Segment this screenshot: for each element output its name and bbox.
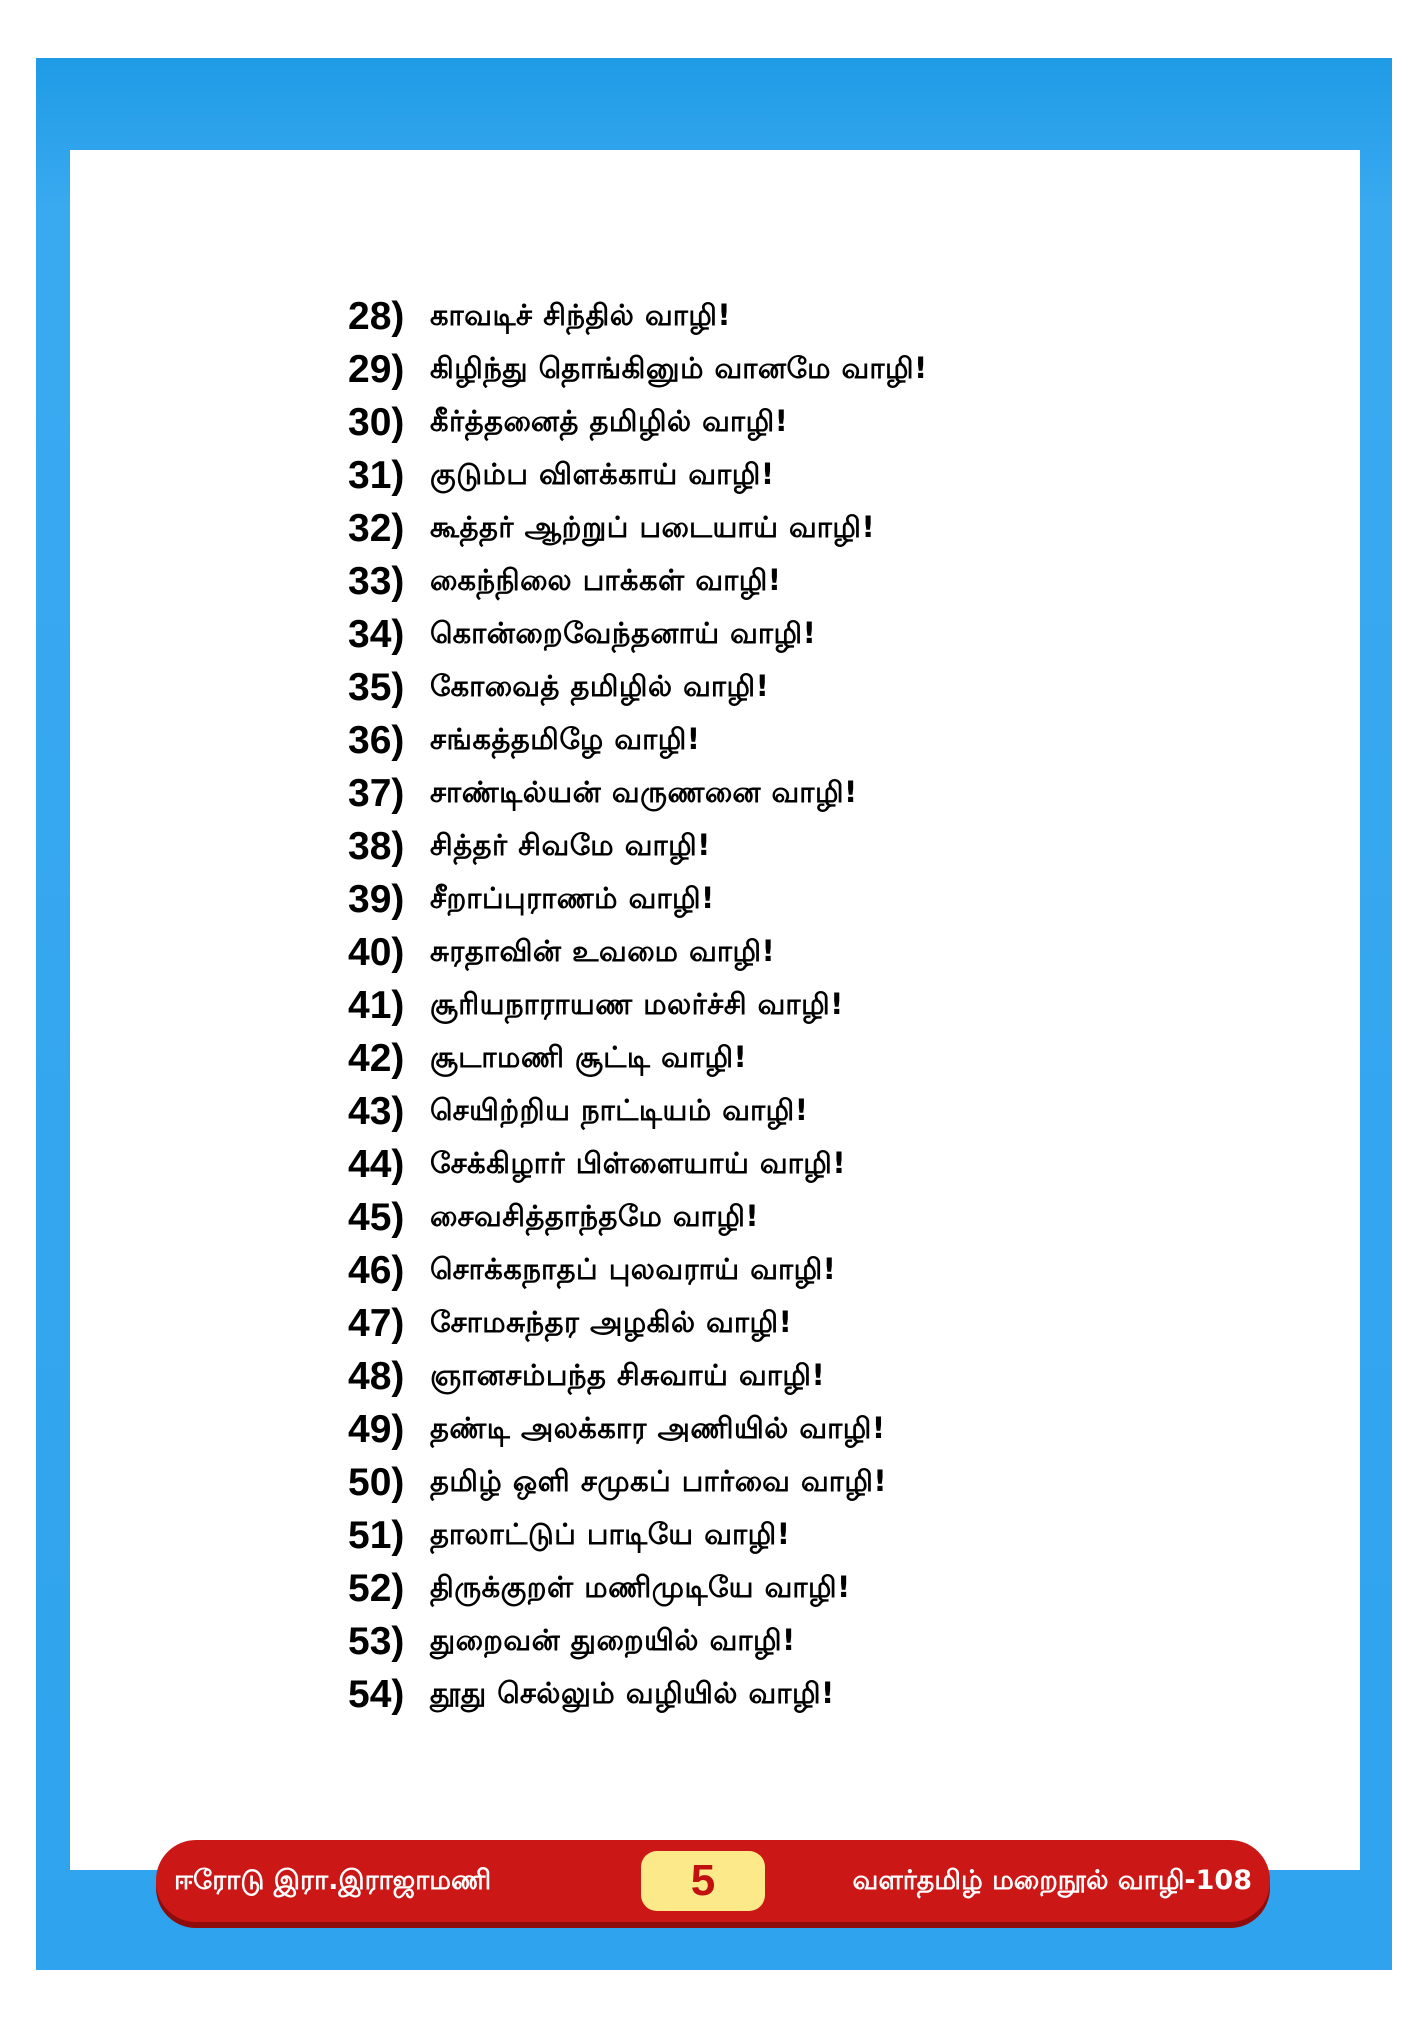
verse-line [348,1615,928,1668]
verse-text: சூரியநாராயண மலர்ச்சி வாழி! [430,986,844,1021]
verse-number: 33) [348,559,405,603]
verse-number: 42) [348,1036,405,1080]
verse-text: கிழிந்து தொங்கினும் வானமே வாழி! [430,350,928,385]
verse-text: சங்கத்தமிழே வாழி! [430,721,701,756]
verse-number: 36) [348,718,405,762]
verse-number: 39) [348,877,405,921]
verse-line [348,1244,928,1297]
verse-number: 45) [348,1195,405,1239]
verse-number: 41) [348,983,405,1027]
verse-text: சூடாமணி சூட்டி வாழி! [430,1039,748,1074]
verse-line [348,1297,928,1350]
verse-number: 40) [348,930,405,974]
book-title: வளர்தமிழ் மறைநூல் வாழி-108 [852,1865,1252,1896]
verse-line [348,820,928,873]
verse-text: தமிழ் ஒளி சமுகப் பார்வை வாழி! [430,1463,888,1498]
verse-line [348,555,928,608]
verse-number: 50) [348,1460,405,1504]
verse-line [348,608,928,661]
verse-text: தாலாட்டுப் பாடியே வாழி! [430,1516,791,1551]
verse-line [348,343,928,396]
verse-line [348,661,928,714]
verse-text: தூது செல்லும் வழியில் வாழி! [430,1675,835,1710]
verse-number: 31) [348,453,405,497]
verse-text: கோவைத் தமிழில் வாழி! [430,668,770,703]
verse-text: சைவசித்தாந்தமே வாழி! [430,1198,760,1233]
verse-line [348,1562,928,1615]
verse-number: 54) [348,1672,405,1716]
verse-text: சீறாப்புராணம் வாழி! [430,880,715,915]
verse-number: 38) [348,824,405,868]
verse-text: சுரதாவின் உவமை வாழி! [430,933,776,968]
verse-text: சோமசுந்தர அழகில் வாழி! [430,1304,793,1339]
verse-text: சித்தர் சிவமே வாழி! [430,827,711,862]
verse-list [348,290,928,1721]
verse-line [348,979,928,1032]
verse-text: கூத்தர் ஆற்றுப் படையாய் வாழி! [430,509,876,544]
verse-text: கீர்த்தனைத் தமிழில் வாழி! [430,403,789,438]
verse-text: காவடிச் சிந்தில் வாழி! [430,297,732,332]
verse-line [348,502,928,555]
verse-text: கைந்நிலை பாக்கள் வாழி! [430,562,782,597]
author-name: ஈரோடு இரா.இராஜாமணி [174,1865,492,1896]
verse-line [348,1032,928,1085]
verse-line [348,1403,928,1456]
verse-number: 35) [348,665,405,709]
verse-number: 37) [348,771,405,815]
footer-banner [156,1840,1270,1922]
verse-line [348,926,928,979]
verse-line [348,396,928,449]
verse-line [348,1456,928,1509]
verse-line [348,449,928,502]
verse-number: 46) [348,1248,405,1292]
verse-text: திருக்குறள் மணிமுடியே வாழி! [430,1569,851,1604]
verse-text: ஞானசம்பந்த சிசுவாய் வாழி! [430,1357,826,1392]
verse-line [348,1509,928,1562]
verse-number: 34) [348,612,405,656]
verse-number: 48) [348,1354,405,1398]
verse-line [348,1085,928,1138]
verse-number: 53) [348,1619,405,1663]
verse-number: 30) [348,400,405,444]
verse-text: சாண்டில்யன் வருணனை வாழி! [430,774,858,809]
verse-number: 44) [348,1142,405,1186]
verse-text: தண்டி அலக்கார அணியில் வாழி! [430,1410,886,1445]
verse-text: சேக்கிழார் பிள்ளையாய் வாழி! [430,1145,847,1180]
verse-number: 29) [348,347,405,391]
verse-number: 47) [348,1301,405,1345]
verse-text: துறைவன் துறையில் வாழி! [430,1622,796,1657]
verse-line [348,714,928,767]
verse-text: கொன்றைவேந்தனாய் வாழி! [430,615,817,650]
verse-line [348,290,928,343]
verse-number: 49) [348,1407,405,1451]
verse-number: 32) [348,506,405,550]
verse-line [348,1191,928,1244]
verse-line [348,767,928,820]
verse-line [348,1350,928,1403]
verse-line [348,1668,928,1721]
verse-line [348,873,928,926]
verse-number: 28) [348,294,405,338]
page-number-badge: 5 [641,1851,765,1911]
verse-number: 52) [348,1566,405,1610]
verse-text: குடும்ப விளக்காய் வாழி! [430,456,775,491]
verse-text: சொக்கநாதப் புலவராய் வாழி! [430,1251,837,1286]
verse-text: செயிற்றிய நாட்டியம் வாழி! [430,1092,809,1127]
verse-number: 43) [348,1089,405,1133]
verse-line [348,1138,928,1191]
verse-number: 51) [348,1513,405,1557]
